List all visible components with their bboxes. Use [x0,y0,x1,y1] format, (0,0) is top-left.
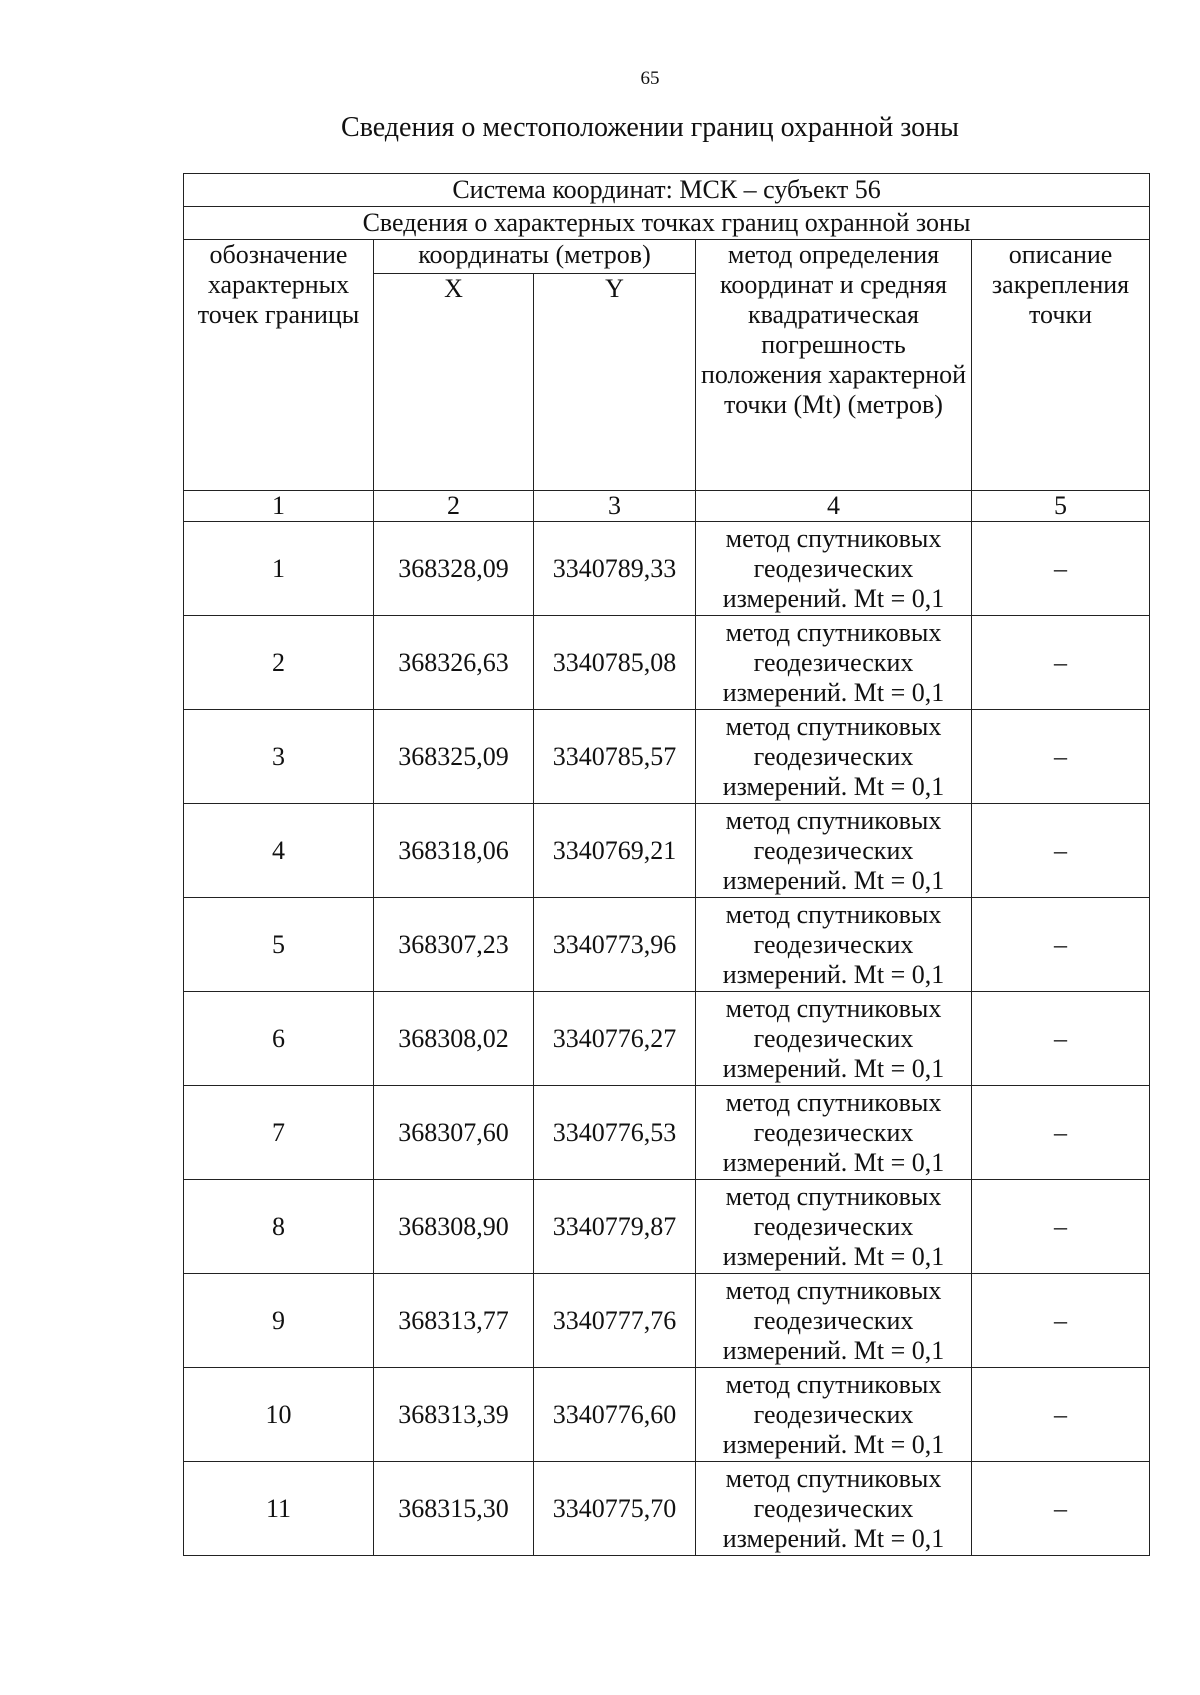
boundary-points-table-wrapper [183,173,1149,1556]
x-coordinate-cell: 368313,39 [374,1368,534,1462]
document-title: Сведения о местоположении границ охранной зоны [341,112,959,143]
x-coordinate-cell: 368307,60 [374,1086,534,1180]
method-cell: метод спутниковых геодезических измерений. Mt = 0,1 [696,992,972,1086]
description-cell: – [972,522,1150,616]
description-cell: – [972,1462,1150,1556]
point-cell: 2 [184,616,374,710]
point-cell: 9 [184,1274,374,1368]
table-row [184,710,1150,804]
method-cell: метод спутниковых геодезических измерений. Mt = 0,1 [696,616,972,710]
table-row [184,1086,1150,1180]
x-coordinate-cell: 368308,90 [374,1180,534,1274]
header-method: метод определения координат и средняя квадратическая погрешность положения характерной точки (Mt) (метров) [696,240,972,491]
description-cell: – [972,992,1150,1086]
description-cell: – [972,1274,1150,1368]
point-cell: 1 [184,522,374,616]
description-cell: – [972,616,1150,710]
table-row [184,804,1150,898]
column-number: 1 [184,491,374,522]
description-cell: – [972,1368,1150,1462]
y-coordinate-cell: 3340769,21 [534,804,696,898]
method-cell: метод спутниковых геодезических измерений. Mt = 0,1 [696,710,972,804]
description-cell: – [972,1180,1150,1274]
table-subtitle-cell: Сведения о характерных точках границ охранной зоны [184,207,1150,240]
method-cell: метод спутниковых геодезических измерений. Mt = 0,1 [696,522,972,616]
table-row [184,1368,1150,1462]
y-coordinate-cell: 3340776,53 [534,1086,696,1180]
point-cell: 5 [184,898,374,992]
table-row [184,1180,1150,1274]
y-coordinate-cell: 3340776,60 [534,1368,696,1462]
description-cell: – [972,710,1150,804]
x-coordinate-cell: 368308,02 [374,992,534,1086]
method-cell: метод спутниковых геодезических измерений. Mt = 0,1 [696,1462,972,1556]
table-row [184,616,1150,710]
x-coordinate-cell: 368307,23 [374,898,534,992]
description-cell: – [972,804,1150,898]
point-cell: 8 [184,1180,374,1274]
coordinate-system-cell: Система координат: МСК – субъект 56 [184,174,1150,207]
table-row [184,992,1150,1086]
header-coordinates: координаты (метров) [374,240,696,274]
table-row [184,898,1150,992]
y-coordinate-cell: 3340776,27 [534,992,696,1086]
table-row [184,522,1150,616]
method-cell: метод спутниковых геодезических измерений. Mt = 0,1 [696,1274,972,1368]
header-x: X [374,274,534,491]
header-point-designation: обозначение характерных точек границы [184,240,374,491]
point-cell: 3 [184,710,374,804]
x-coordinate-cell: 368318,06 [374,804,534,898]
point-cell: 10 [184,1368,374,1462]
table-row [184,1462,1150,1556]
y-coordinate-cell: 3340777,76 [534,1274,696,1368]
boundary-points-table [183,173,1150,1556]
y-coordinate-cell: 3340775,70 [534,1462,696,1556]
table-row [184,1274,1150,1368]
y-coordinate-cell: 3340773,96 [534,898,696,992]
page-number: 65 [640,68,660,89]
method-cell: метод спутниковых геодезических измерений. Mt = 0,1 [696,1368,972,1462]
x-coordinate-cell: 368325,09 [374,710,534,804]
x-coordinate-cell: 368313,77 [374,1274,534,1368]
method-cell: метод спутниковых геодезических измерений. Mt = 0,1 [696,1180,972,1274]
column-number: 3 [534,491,696,522]
column-number: 5 [972,491,1150,522]
x-coordinate-cell: 368328,09 [374,522,534,616]
y-coordinate-cell: 3340779,87 [534,1180,696,1274]
x-coordinate-cell: 368326,63 [374,616,534,710]
point-cell: 7 [184,1086,374,1180]
y-coordinate-cell: 3340785,57 [534,710,696,804]
x-coordinate-cell: 368315,30 [374,1462,534,1556]
column-number: 4 [696,491,972,522]
method-cell: метод спутниковых геодезических измерений. Mt = 0,1 [696,804,972,898]
column-number: 2 [374,491,534,522]
point-cell: 4 [184,804,374,898]
description-cell: – [972,1086,1150,1180]
header-description: описание закрепления точки [972,240,1150,491]
point-cell: 6 [184,992,374,1086]
y-coordinate-cell: 3340785,08 [534,616,696,710]
header-y: Y [534,274,696,491]
point-cell: 11 [184,1462,374,1556]
description-cell: – [972,898,1150,992]
column-number-row [184,491,1150,522]
method-cell: метод спутниковых геодезических измерений. Mt = 0,1 [696,1086,972,1180]
method-cell: метод спутниковых геодезических измерений. Mt = 0,1 [696,898,972,992]
y-coordinate-cell: 3340789,33 [534,522,696,616]
